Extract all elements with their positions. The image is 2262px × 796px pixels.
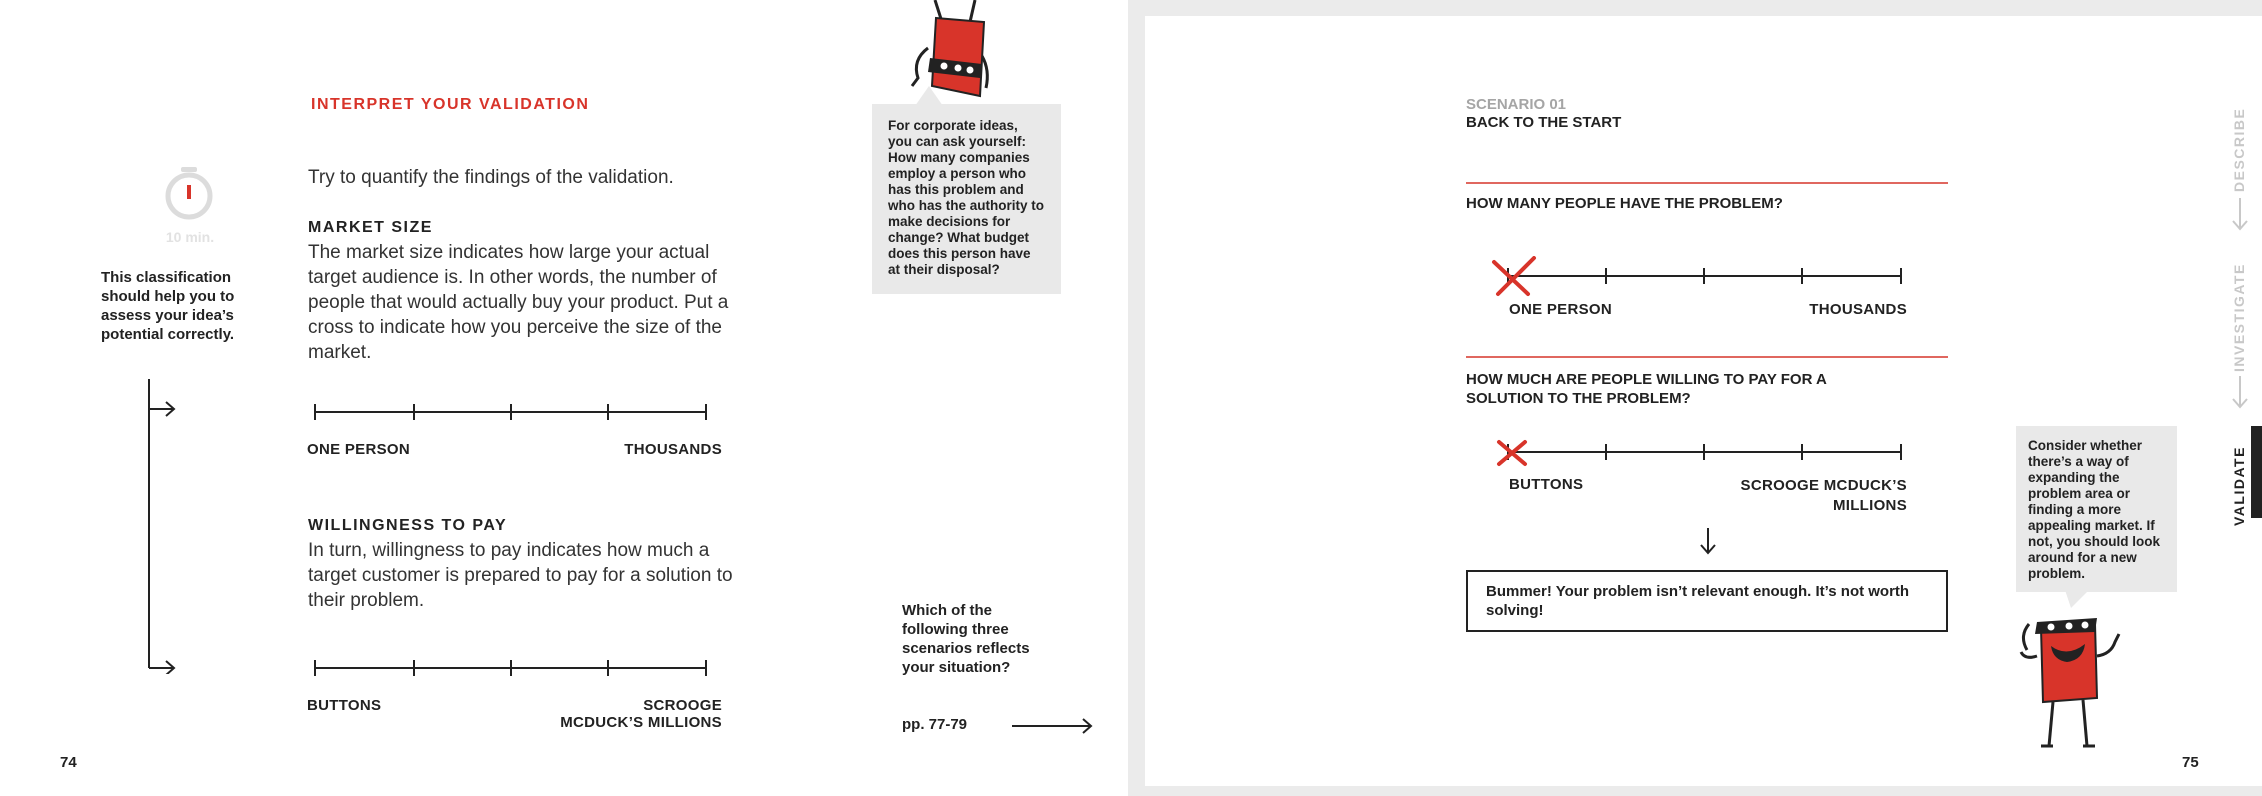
question-1: HOW MANY PEOPLE HAVE THE PROBLEM? [1466,195,1783,212]
divider-1 [1466,182,1948,184]
question-1-cross-marker [1490,256,1538,298]
result-box [1466,570,1948,632]
page-number-left: 74 [60,754,77,771]
willingness-scale-right-line1: SCROOGE [643,697,722,714]
scenario-title: BACK TO THE START [1466,114,1622,131]
intro-text: Try to quantify the findings of the validation. [308,167,674,188]
question-2 [1466,370,1827,408]
result-text: Bummer! Your problem isn’t relevant enough. It’s not worth solving! [1486,583,1910,619]
market-scale-left-label: ONE PERSON [307,441,411,458]
tab-describe[interactable]: DESCRIBE [2231,107,2247,192]
tab-investigate[interactable]: INVESTIGATE [2231,263,2247,372]
willingness-scale-left-label: BUTTONS [307,697,382,714]
market-size-heading: MARKET SIZE [308,219,433,236]
willingness-scale-right-label [540,697,722,731]
tab-arrow-down-icon-1 [2230,196,2250,232]
scenario-question: Which of the following three scenarios reflects your situation? [902,602,1030,676]
question-1-left-label: ONE PERSON [1509,301,1613,318]
left-page [0,0,1128,796]
question-2-right-label [1705,476,1907,516]
question-1-right-label: THOUSANDS [1809,301,1907,318]
right-page [1145,16,2262,786]
tab-validate[interactable]: VALIDATE [2231,446,2247,526]
market-size-text: The market size indicates how large your actual target audience is. In other words, the number of people that would actually buy your product. Put a cross to indicate how you perceive the size of the market. [308,242,729,363]
tab-arrow-down-icon-2 [2230,374,2250,410]
question-2-right-line2: MILLIONS [1832,497,1907,514]
mascot-bottom-illustration [2011,606,2141,756]
stopwatch-icon [164,165,214,221]
page-number-right: 75 [2182,754,2199,771]
market-scale-right-label: THOUSANDS [624,441,722,458]
consider-bubble-text: Consider whether there’s a way of expanding the problem area or finding a more appealing market. If not, you should look around for a new problem. [2028,438,2160,581]
willingness-scale-right-line2: MCDUCK’S MILLIONS [560,714,722,731]
pages-reference-link[interactable]: pp. 77-79 [902,716,968,733]
willingness-text: In turn, willingness to pay indicates how much a target customer is prepared to pay for a solution to their problem. [308,540,733,611]
active-tab-indicator [2251,426,2262,518]
question-2-left-label: BUTTONS [1509,476,1584,493]
arrow-right-icon [1010,716,1095,736]
question-2-line2: SOLUTION TO THE PROBLEM? [1466,390,1691,407]
bracket-connector [140,378,190,674]
question-2-right-line1: SCROOGE MCDUCK’S [1740,477,1907,494]
side-note: This classification should help you to assess your idea’s potential correctly. [101,269,235,343]
divider-2 [1466,356,1948,358]
corporate-ideas-bubble-text: For corporate ideas, you can ask yourself: How many companies employ a person who has this problem and who has the authority to make decisions for change? What budget does this person have at their disposal? [888,118,1045,277]
question-2-line1: HOW MUCH ARE PEOPLE WILLING TO PAY FOR A [1466,371,1827,388]
section-title: INTERPRET YOUR VALIDATION [311,96,590,113]
consider-bubble [2016,426,2177,592]
corporate-ideas-bubble [872,104,1061,294]
scenario-number: SCENARIO 01 [1466,96,1567,113]
arrow-down-icon [1698,526,1718,556]
bubble-pointer [915,86,943,106]
willingness-heading: WILLINGNESS TO PAY [308,517,508,534]
question-2-cross-marker [1495,438,1529,468]
timer-label: 10 min. [165,229,215,245]
